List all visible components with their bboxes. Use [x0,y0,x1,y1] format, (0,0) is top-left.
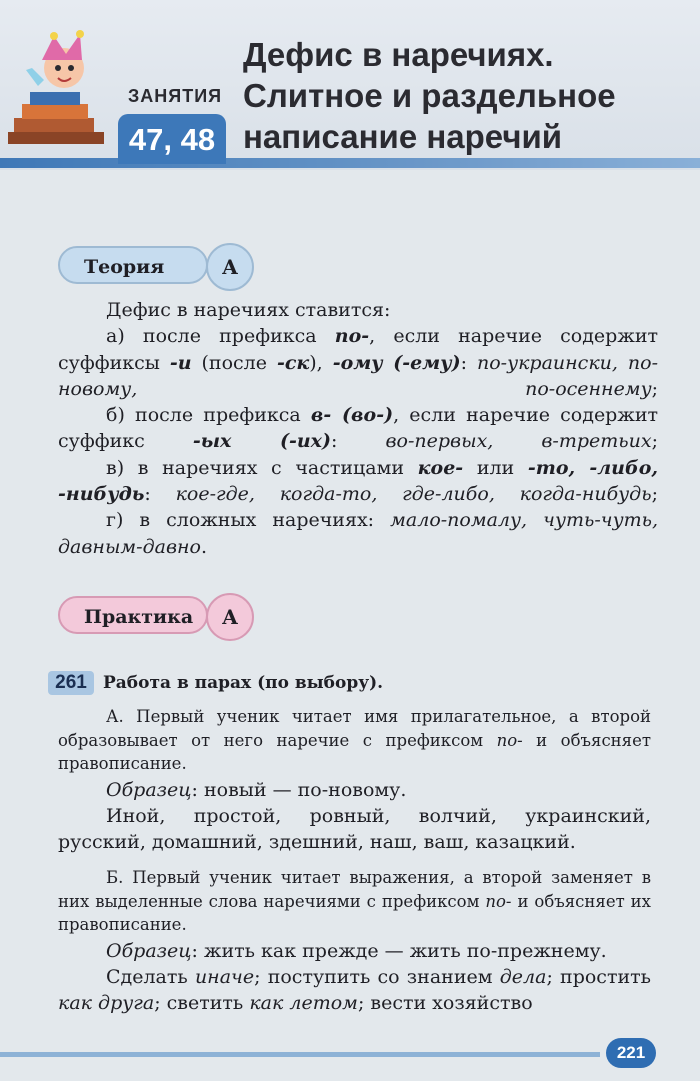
part-b-sample: Образец: жить как прежде — жить по-прежнему. [106,940,607,962]
header-underline [0,158,700,168]
practice-section-label [58,596,208,634]
practice-level-badge: А [206,593,254,641]
exercise-number: 261 [48,671,94,695]
theory-label-text: Теория [84,256,165,278]
exercise-part-b-content [58,938,651,1016]
theory-rule [58,297,658,560]
practice-label-text: Практика [84,606,194,628]
rule-item-c: в) в наречиях с частицами кое- или -то, -либо, -нибудь: кое-где, когда-то, где-либо, когда-нибудь; [58,456,658,506]
exercise-title: Работа в парах (по выбору). [103,673,384,693]
part-a-task: А. Первый ученик читает имя прилагательное, а второй образовывает от него наречие с префиксом по- и объясняет правописание. [58,707,651,773]
title-line: Дефис в наречиях. [243,36,554,73]
mascot-illustration [8,30,108,150]
rule-item-a: а) после префикса по-, если наречие содержит суффиксы -и (после -ск), -ому (-ему): по-украински, по-новому, по-осеннему; [58,325,658,400]
lesson-number-badge: 47, 48 [118,114,226,164]
exercise-part-a [58,705,651,776]
exercise-part-a-content [58,777,651,855]
part-a-words: Иной, простой, ровный, волчий, украинский, русский, домашний, здешний, наш, ваш, казацкий. [58,805,651,853]
title-line: Слитное и раздельное [243,77,616,114]
theory-level-badge: А [206,243,254,291]
title-line: написание наречий [243,118,563,155]
theory-section-label [58,246,208,284]
lesson-label: ЗАНЯТИЯ [128,86,223,106]
rule-intro: Дефис в наречиях ставится: [106,299,391,321]
page-number: 221 [606,1038,656,1068]
page-title [243,34,616,157]
part-b-task: Б. Первый ученик читает выражения, а второй заменяет в них выделенные слова наречиями с префиксом по- и объясняет их правописание. [58,868,651,934]
part-b-expressions: Сделать иначе; поступить со знанием дела; простить как друга; светить как летом; вести хозяйство [58,966,651,1014]
footer-line [0,1052,600,1057]
rule-item-b: б) после префикса в- (во-), если наречие содержит суффикс -ых (-их): во-первых, в-третьих; [58,404,659,453]
part-a-sample: Образец: новый — по-новому. [106,779,407,801]
exercise-part-b [58,866,651,937]
rule-item-d: г) в сложных наречиях: мало-помалу, чуть-чуть, давным-давно. [58,509,659,558]
